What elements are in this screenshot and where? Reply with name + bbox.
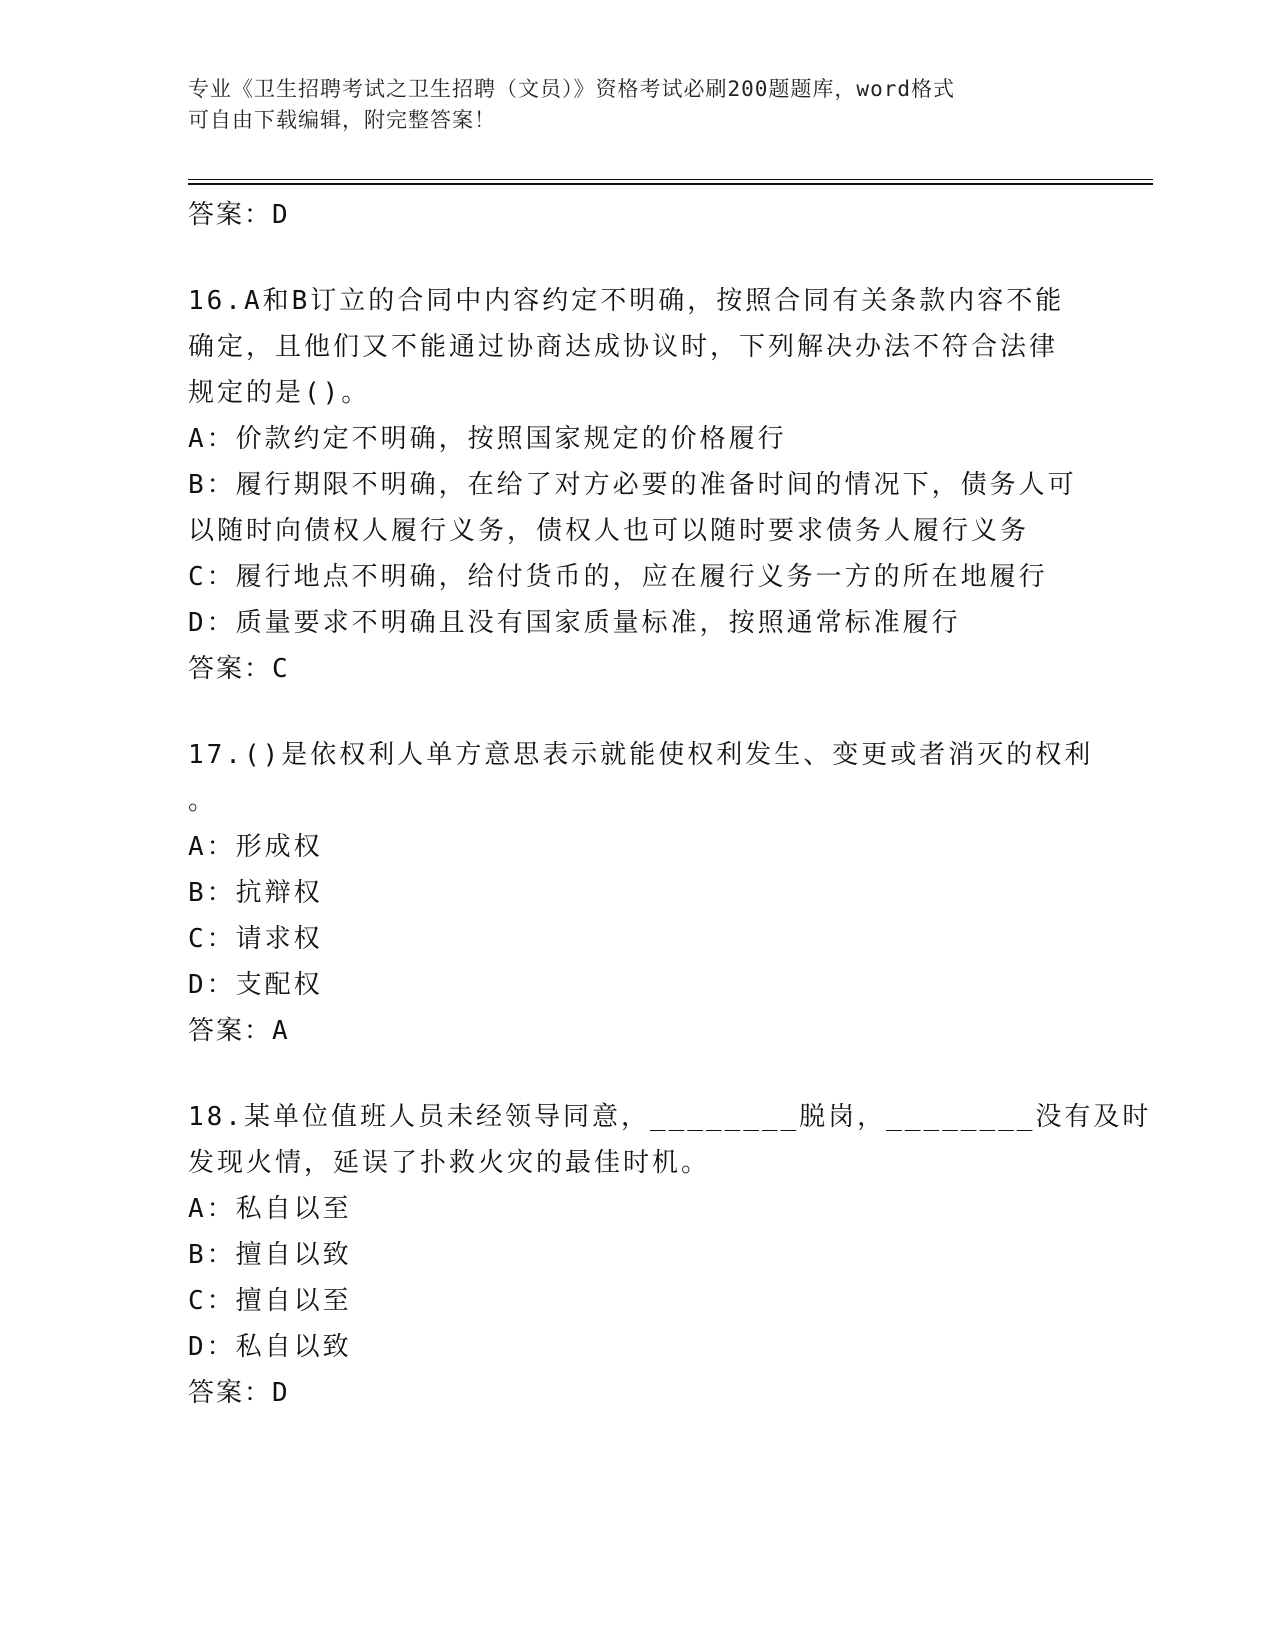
option-d: D：支配权 [188,970,323,1000]
question-text-line: 。 [188,786,218,816]
option-b-continued: 以随时向债权人履行义务，债权人也可以随时要求债务人履行义务 [188,516,1030,546]
option-a: A：形成权 [188,832,323,862]
question-block [188,732,1094,1054]
question-text-line: 发现火情，延误了扑救火灾的最佳时机。 [188,1148,711,1178]
option-b: B：擅自以致 [188,1240,352,1270]
question-list [188,192,1152,1416]
question-text-line: 16.A和B订立的合同中内容约定不明确，按照合同有关条款内容不能 [188,286,1065,316]
question-block [188,1094,1152,1416]
spacer [188,692,1088,732]
question-text-line: 17.()是依权利人单方意思表示就能使权利发生、变更或者消灭的权利 [188,740,1094,770]
document-header [188,74,1088,136]
answer-line: 答案：D [188,1378,290,1408]
option-d: D：质量要求不明确且没有国家质量标准，按照通常标准履行 [188,608,961,638]
option-c: C：请求权 [188,924,323,954]
header-line-1: 专业《卫生招聘考试之卫生招聘（文员）》资格考试必刷200题题库，word格式 [188,77,955,101]
option-b: B：抗辩权 [188,878,323,908]
answer-line: 答案：D [188,200,290,230]
question-text-line: 18.某单位值班人员未经领导同意，________脱岗，________没有及时 [188,1102,1152,1132]
answer-line: 答案：C [188,654,290,684]
answer-line: 答案：A [188,1016,290,1046]
option-b: B：履行期限不明确，在给了对方必要的准备时间的情况下，债务人可 [188,470,1077,500]
question-text-line: 确定，且他们又不能通过协商达成协议时，下列解决办法不符合法律 [188,332,1059,362]
question-block [188,278,1088,692]
option-c: C：擅自以至 [188,1286,352,1316]
option-d: D：私自以致 [188,1332,352,1362]
option-a: A：价款约定不明确，按照国家规定的价格履行 [188,424,787,454]
question-text-line: 规定的是()。 [188,378,371,408]
header-divider-thick [188,183,1153,185]
option-c: C：履行地点不明确，给付货币的，应在履行义务一方的所在地履行 [188,562,1048,592]
spacer [188,1054,1088,1094]
header-divider-thin [188,179,1153,180]
header-line-2: 可自由下载编辑，附完整答案！ [188,108,496,132]
option-a: A：私自以至 [188,1194,352,1224]
spacer [188,238,1088,278]
